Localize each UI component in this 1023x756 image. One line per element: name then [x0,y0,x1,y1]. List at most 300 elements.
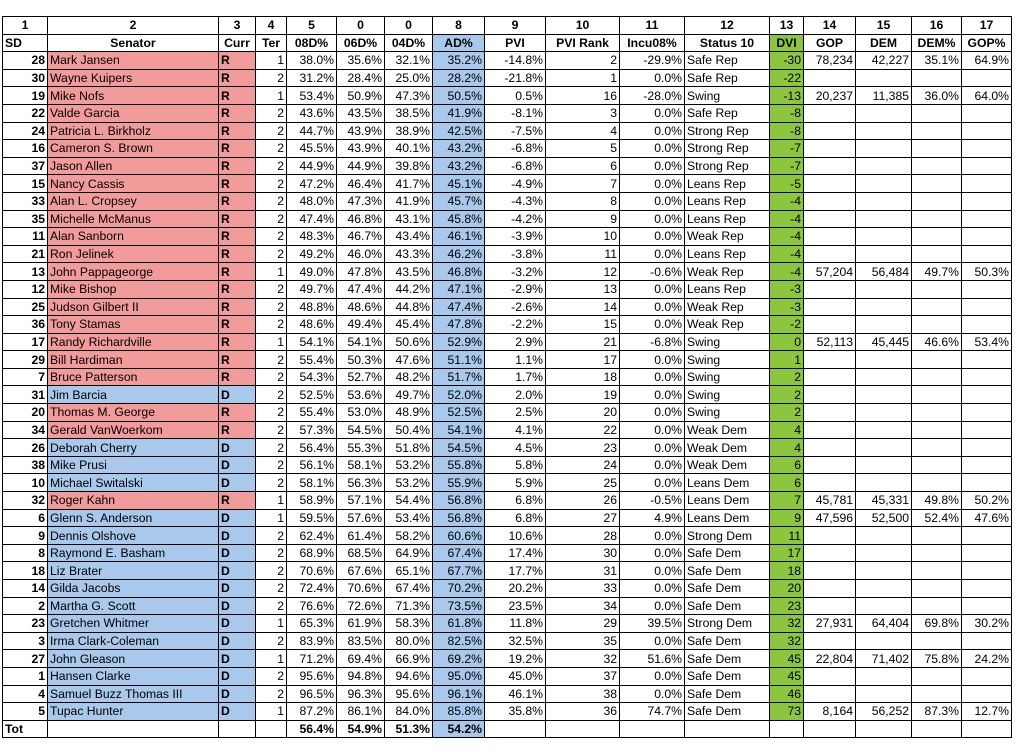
cell-dem [856,245,912,263]
cell-pvi: -2.6% [485,298,546,316]
header-number: 3 [219,17,256,35]
cell-pvi-rank: 36 [546,703,620,721]
cell-dem: 45,331 [856,492,912,510]
cell-senator: Raymond E. Basham [48,544,219,562]
cell-senator: Valde Garcia [48,104,219,122]
header-number: 12 [685,17,770,35]
cell-gop-pct: 64.0% [962,87,1012,105]
cell-ad: 69.2% [433,650,485,668]
cell-06d: 46.4% [337,175,385,193]
cell-04d: 94.6% [385,667,433,685]
cell-dvi: 23 [770,597,804,615]
table-row [3,527,1012,545]
cell-dem-pct: 35.1% [912,52,962,70]
cell-pvi: 0.5% [485,87,546,105]
total-06d: 54.9% [337,720,385,738]
empty-cell [256,720,287,738]
cell-senator: Nancy Cassis [48,175,219,193]
cell-pvi-rank: 4 [546,122,620,140]
cell-dem [856,280,912,298]
cell-ad: 46.8% [433,263,485,281]
cell-pvi-rank: 13 [546,280,620,298]
cell-08d: 87.2% [287,703,337,721]
cell-06d: 43.5% [337,104,385,122]
cell-gop [804,122,856,140]
cell-04d: 39.8% [385,157,433,175]
cell-dem-pct: 36.0% [912,87,962,105]
cell-ter: 2 [256,439,287,457]
cell-incu08: 0.0% [620,439,685,457]
cell-08d: 56.1% [287,456,337,474]
cell-senator: Gilda Jacobs [48,580,219,598]
cell-dem: 71,402 [856,650,912,668]
cell-gop-pct [962,544,1012,562]
cell-dvi: 4 [770,421,804,439]
cell-gop-pct [962,228,1012,246]
cell-06d: 94.8% [337,667,385,685]
cell-06d: 53.6% [337,386,385,404]
cell-06d: 67.6% [337,562,385,580]
cell-senator: Alan Sanborn [48,228,219,246]
cell-senator: John Pappageorge [48,263,219,281]
cell-curr: D [219,597,256,615]
cell-status: Safe Dem [685,703,770,721]
cell-dem-pct [912,351,962,369]
cell-ad: 60.6% [433,527,485,545]
cell-06d: 48.6% [337,298,385,316]
cell-dem [856,368,912,386]
cell-pvi: 4.5% [485,439,546,457]
cell-gop [804,474,856,492]
cell-04d: 67.4% [385,580,433,598]
cell-04d: 58.2% [385,527,433,545]
cell-pvi-rank: 15 [546,316,620,334]
cell-status: Safe Dem [685,632,770,650]
cell-curr: D [219,703,256,721]
cell-dem [856,316,912,334]
cell-ter: 2 [256,104,287,122]
cell-ad: 28.2% [433,69,485,87]
cell-curr: R [219,492,256,510]
column-header-incu08: Incu08% [620,34,685,52]
cell-pvi-rank: 2 [546,52,620,70]
header-number: 11 [620,17,685,35]
cell-incu08: 0.0% [620,597,685,615]
cell-dem: 45,445 [856,333,912,351]
cell-curr: R [219,192,256,210]
header-number: 17 [962,17,1012,35]
cell-pvi-rank: 26 [546,492,620,510]
cell-gop [804,456,856,474]
cell-dvi: -4 [770,228,804,246]
cell-ad: 67.4% [433,544,485,562]
cell-dem-pct [912,421,962,439]
cell-04d: 66.9% [385,650,433,668]
cell-status: Weak Dem [685,456,770,474]
cell-gop-pct [962,632,1012,650]
table-row [3,351,1012,369]
cell-status: Swing [685,404,770,422]
cell-08d: 43.6% [287,104,337,122]
cell-08d: 48.0% [287,192,337,210]
cell-dem [856,104,912,122]
cell-gop [804,210,856,228]
column-header-sd: SD [3,34,48,52]
column-header-curr: Curr [219,34,256,52]
cell-status: Safe Rep [685,104,770,122]
cell-pvi: 2.5% [485,404,546,422]
cell-dem-pct [912,228,962,246]
cell-dvi: 1 [770,351,804,369]
cell-status: Leans Rep [685,245,770,263]
table-row [3,333,1012,351]
cell-incu08: 0.0% [620,685,685,703]
header-number: 4 [256,17,287,35]
table-row [3,140,1012,158]
cell-ad: 52.0% [433,386,485,404]
cell-ad: 35.2% [433,52,485,70]
cell-incu08: 0.0% [620,368,685,386]
cell-gop [804,597,856,615]
cell-ter: 2 [256,527,287,545]
cell-08d: 53.4% [287,87,337,105]
cell-ter: 2 [256,667,287,685]
cell-08d: 31.2% [287,69,337,87]
cell-senator: Mark Jansen [48,52,219,70]
cell-ter: 2 [256,421,287,439]
cell-ad: 45.7% [433,192,485,210]
cell-status: Safe Dem [685,597,770,615]
empty-cell [804,720,856,738]
cell-curr: R [219,104,256,122]
cell-ter: 2 [256,69,287,87]
cell-gop [804,667,856,685]
cell-06d: 69.4% [337,650,385,668]
cell-dem [856,597,912,615]
cell-04d: 71.3% [385,597,433,615]
cell-pvi-rank: 23 [546,439,620,457]
cell-04d: 38.9% [385,122,433,140]
cell-curr: R [219,421,256,439]
cell-ad: 54.5% [433,439,485,457]
table-row [3,52,1012,70]
cell-curr: D [219,544,256,562]
cell-ad: 43.2% [433,140,485,158]
cell-ad: 73.5% [433,597,485,615]
cell-curr: R [219,175,256,193]
cell-senator: Michael Switalski [48,474,219,492]
cell-gop-pct [962,421,1012,439]
cell-dem-pct [912,175,962,193]
cell-incu08: 0.0% [620,192,685,210]
cell-curr: R [219,228,256,246]
cell-senator: Alan L. Cropsey [48,192,219,210]
cell-gop-pct [962,474,1012,492]
empty-cell [485,720,546,738]
cell-incu08: -6.8% [620,333,685,351]
header-number: 8 [433,17,485,35]
cell-status: Safe Dem [685,580,770,598]
cell-senator: Cameron S. Brown [48,140,219,158]
table-row [3,650,1012,668]
cell-dem-pct [912,544,962,562]
cell-incu08: 0.0% [620,122,685,140]
cell-dem [856,456,912,474]
cell-ad: 61.8% [433,615,485,633]
cell-06d: 53.0% [337,404,385,422]
cell-sd: 4 [3,685,48,703]
cell-dem [856,210,912,228]
column-header-gop-pct: GOP% [962,34,1012,52]
cell-incu08: 0.0% [620,544,685,562]
table-row [3,69,1012,87]
cell-gop [804,351,856,369]
cell-ter: 2 [256,157,287,175]
cell-pvi-rank: 31 [546,562,620,580]
cell-ad: 47.1% [433,280,485,298]
table-row [3,667,1012,685]
table-row [3,298,1012,316]
cell-curr: R [219,210,256,228]
cell-pvi-rank: 32 [546,650,620,668]
cell-sd: 12 [3,280,48,298]
cell-sd: 21 [3,245,48,263]
cell-ter: 2 [256,580,287,598]
cell-gop-pct [962,368,1012,386]
cell-dem [856,351,912,369]
cell-curr: R [219,316,256,334]
cell-ad: 47.4% [433,298,485,316]
cell-dem-pct [912,386,962,404]
cell-dem-pct: 49.7% [912,263,962,281]
cell-curr: R [219,140,256,158]
table-row [3,122,1012,140]
cell-08d: 49.2% [287,245,337,263]
table-row [3,87,1012,105]
cell-gop-pct: 24.2% [962,650,1012,668]
cell-ter: 2 [256,316,287,334]
cell-06d: 55.3% [337,439,385,457]
column-header-dem-pct: DEM% [912,34,962,52]
cell-gop [804,580,856,598]
cell-incu08: 0.0% [620,175,685,193]
cell-08d: 58.9% [287,492,337,510]
table-row [3,597,1012,615]
header-label-row [3,34,1012,52]
cell-sd: 32 [3,492,48,510]
cell-dem [856,527,912,545]
cell-curr: R [219,404,256,422]
cell-senator: Dennis Olshove [48,527,219,545]
cell-pvi: -2.9% [485,280,546,298]
cell-ter: 1 [256,52,287,70]
cell-06d: 96.3% [337,685,385,703]
cell-08d: 55.4% [287,351,337,369]
table-row [3,703,1012,721]
cell-gop: 22,804 [804,650,856,668]
cell-senator: Mike Prusi [48,456,219,474]
cell-incu08: 0.0% [620,474,685,492]
cell-pvi: 23.5% [485,597,546,615]
cell-04d: 43.4% [385,228,433,246]
cell-pvi: 19.2% [485,650,546,668]
cell-04d: 41.9% [385,192,433,210]
empty-cell [962,720,1012,738]
cell-04d: 43.3% [385,245,433,263]
cell-dem-pct [912,580,962,598]
cell-senator: Wayne Kuipers [48,69,219,87]
cell-gop: 20,237 [804,87,856,105]
cell-sd: 11 [3,228,48,246]
cell-status: Leans Dem [685,474,770,492]
table-row [3,263,1012,281]
cell-pvi-rank: 16 [546,87,620,105]
cell-dem [856,69,912,87]
header-number: 16 [912,17,962,35]
cell-dem [856,192,912,210]
cell-senator: Michelle McManus [48,210,219,228]
cell-ad: 54.1% [433,421,485,439]
header-number: 0 [337,17,385,35]
cell-dvi: 2 [770,386,804,404]
cell-06d: 43.9% [337,122,385,140]
cell-dem-pct: 75.8% [912,650,962,668]
senate-district-table [2,16,1012,738]
cell-curr: R [219,333,256,351]
empty-cell [685,720,770,738]
column-header-pvi: PVI [485,34,546,52]
empty-cell [856,720,912,738]
cell-pvi: -3.8% [485,245,546,263]
cell-status: Weak Rep [685,298,770,316]
cell-ad: 47.8% [433,316,485,334]
cell-pvi-rank: 37 [546,667,620,685]
cell-dvi: -3 [770,298,804,316]
cell-senator: Bill Hardiman [48,351,219,369]
cell-dem-pct [912,685,962,703]
cell-curr: D [219,474,256,492]
cell-gop: 45,781 [804,492,856,510]
cell-pvi: 35.8% [485,703,546,721]
cell-ad: 50.5% [433,87,485,105]
cell-pvi: 2.9% [485,333,546,351]
header-number: 9 [485,17,546,35]
cell-incu08: -29.9% [620,52,685,70]
cell-status: Weak Rep [685,316,770,334]
cell-dvi: -30 [770,52,804,70]
cell-pvi: 5.8% [485,456,546,474]
cell-04d: 65.1% [385,562,433,580]
header-number-row [3,17,1012,35]
cell-senator: Jim Barcia [48,386,219,404]
cell-dem-pct [912,527,962,545]
cell-06d: 72.6% [337,597,385,615]
cell-status: Swing [685,351,770,369]
cell-dem-pct [912,667,962,685]
cell-dvi: 6 [770,474,804,492]
cell-curr: R [219,263,256,281]
total-ad: 54.2% [433,720,485,738]
cell-pvi-rank: 35 [546,632,620,650]
cell-status: Safe Dem [685,667,770,685]
cell-08d: 52.5% [287,386,337,404]
cell-sd: 23 [3,615,48,633]
column-header-senator: Senator [48,34,219,52]
cell-dem-pct [912,245,962,263]
cell-senator: Thomas M. George [48,404,219,422]
cell-pvi-rank: 20 [546,404,620,422]
cell-06d: 47.8% [337,263,385,281]
cell-sd: 35 [3,210,48,228]
cell-ter: 2 [256,122,287,140]
cell-curr: D [219,667,256,685]
cell-dem [856,421,912,439]
cell-incu08: 0.0% [620,421,685,439]
cell-status: Strong Dem [685,615,770,633]
cell-ter: 2 [256,192,287,210]
cell-curr: D [219,615,256,633]
cell-dem-pct [912,474,962,492]
cell-curr: D [219,509,256,527]
cell-dem-pct: 87.3% [912,703,962,721]
cell-gop [804,404,856,422]
empty-cell [620,720,685,738]
cell-08d: 38.0% [287,52,337,70]
cell-06d: 70.6% [337,580,385,598]
cell-gop [804,175,856,193]
cell-ad: 70.2% [433,580,485,598]
cell-04d: 80.0% [385,632,433,650]
cell-pvi: -7.5% [485,122,546,140]
cell-status: Swing [685,368,770,386]
cell-ad: 56.8% [433,492,485,510]
cell-gop-pct [962,386,1012,404]
total-04d: 51.3% [385,720,433,738]
cell-incu08: 0.0% [620,351,685,369]
cell-incu08: 0.0% [620,580,685,598]
cell-dem [856,157,912,175]
cell-dvi: -4 [770,245,804,263]
cell-status: Safe Dem [685,650,770,668]
cell-gop-pct [962,280,1012,298]
cell-gop-pct [962,580,1012,598]
cell-sd: 16 [3,140,48,158]
cell-dem [856,122,912,140]
cell-dem-pct [912,140,962,158]
cell-04d: 47.3% [385,87,433,105]
header-number: 5 [287,17,337,35]
cell-gop-pct: 50.2% [962,492,1012,510]
cell-ter: 2 [256,280,287,298]
cell-04d: 43.1% [385,210,433,228]
table-row [3,210,1012,228]
cell-curr: R [219,245,256,263]
cell-gop-pct [962,597,1012,615]
cell-sd: 29 [3,351,48,369]
cell-gop [804,562,856,580]
cell-08d: 44.7% [287,122,337,140]
cell-pvi-rank: 22 [546,421,620,439]
cell-sd: 5 [3,703,48,721]
cell-dvi: -3 [770,280,804,298]
cell-06d: 49.4% [337,316,385,334]
cell-dem-pct [912,157,962,175]
cell-ter: 2 [256,368,287,386]
cell-gop [804,280,856,298]
cell-curr: R [219,69,256,87]
cell-pvi: 32.5% [485,632,546,650]
column-header-gop: GOP [804,34,856,52]
